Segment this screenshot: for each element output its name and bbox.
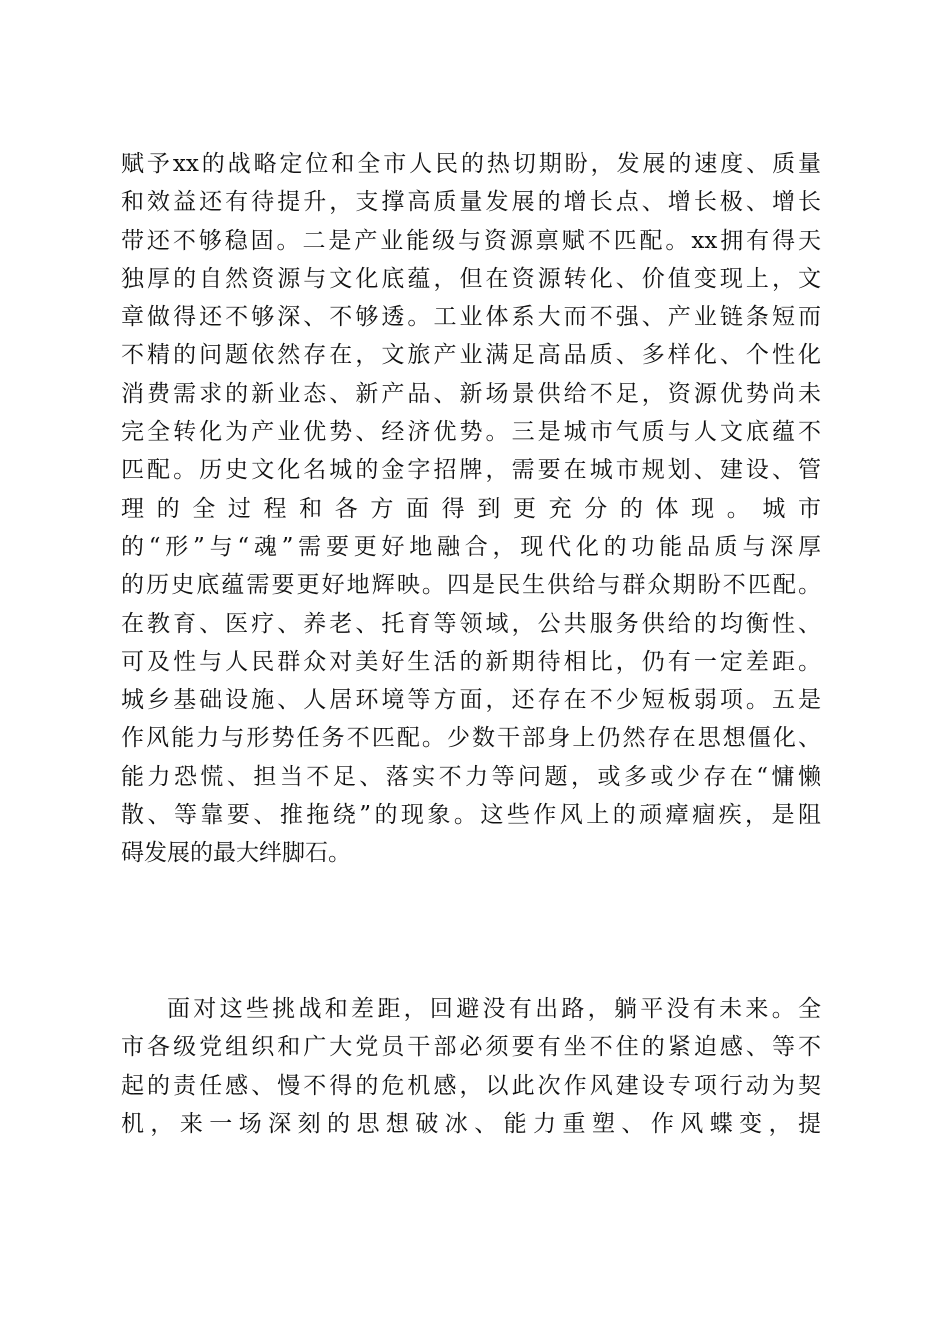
paragraph-line: 的历史底蕴需要更好地辉映。四是民生供给与群众期盼不匹配。 bbox=[121, 572, 821, 599]
paragraph-line: 消费需求的新业态、新产品、新场景供给不足，资源优势尚未 bbox=[121, 380, 821, 407]
paragraph-line: 和效益还有待提升，支撑高质量发展的增长点、增长极、增长 bbox=[121, 189, 821, 216]
paragraph-line: 可及性与人民群众对美好生活的新期待相比，仍有一定差距。 bbox=[121, 648, 821, 675]
paragraph-line: 能力恐慌、担当不足、落实不力等问题，或多或少存在“慵懒 bbox=[121, 763, 821, 790]
paragraph-2 bbox=[121, 990, 821, 1143]
paragraph-line: 独厚的自然资源与文化底蕴，但在资源转化、价值变现上，文 bbox=[121, 265, 821, 292]
paragraph-line: 不精的问题依然存在，文旅产业满足高品质、多样化、个性化 bbox=[121, 342, 821, 369]
paragraph-line: 面对这些挑战和差距，回避没有出路，躺平没有未来。全 bbox=[167, 996, 821, 1022]
paragraph-line: 城乡基础设施、人居环境等方面，还存在不少短板弱项。五是 bbox=[121, 687, 821, 714]
paragraph-line: 起的责任感、慢不得的危机感，以此次作风建设专项行动为契 bbox=[121, 1072, 821, 1099]
paragraph-line: 的“形”与“魂”需要更好地融合，现代化的功能品质与深厚 bbox=[121, 533, 821, 560]
paragraph-line: 作风能力与形势任务不匹配。少数干部身上仍然存在思想僵化、 bbox=[121, 725, 821, 752]
paragraph-line: 带还不够稳固。二是产业能级与资源禀赋不匹配。xx拥有得天 bbox=[121, 227, 821, 254]
paragraph-line: 市各级党组织和广大党员干部必须要有坐不住的紧迫感、等不 bbox=[121, 1034, 821, 1061]
paragraph-line: 在教育、医疗、养老、托育等领域，公共服务供给的均衡性、 bbox=[121, 610, 821, 637]
paragraph-line: 理的全过程和各方面得到更充分的体现。城市 bbox=[121, 495, 821, 522]
paragraph-line: 碍发展的最大绊脚石。 bbox=[121, 840, 351, 867]
paragraph-line: 散、等靠要、推拖绕”的现象。这些作风上的顽瘴痼疾，是阻 bbox=[121, 802, 821, 829]
paragraph-line: 赋予xx的战略定位和全市人民的热切期盼，发展的速度、质量 bbox=[121, 151, 821, 177]
paragraph-1 bbox=[121, 145, 821, 873]
paragraph-line: 完全转化为产业优势、经济优势。三是城市气质与人文底蕴不 bbox=[121, 419, 821, 446]
paragraph-line: 机，来一场深刻的思想破冰、能力重塑、作风蝶变，提 bbox=[121, 1110, 821, 1137]
paragraph-line: 匹配。历史文化名城的金字招牌，需要在城市规划、建设、管 bbox=[121, 457, 821, 484]
paragraph-line: 章做得还不够深、不够透。工业体系大而不强、产业链条短而 bbox=[121, 304, 821, 331]
